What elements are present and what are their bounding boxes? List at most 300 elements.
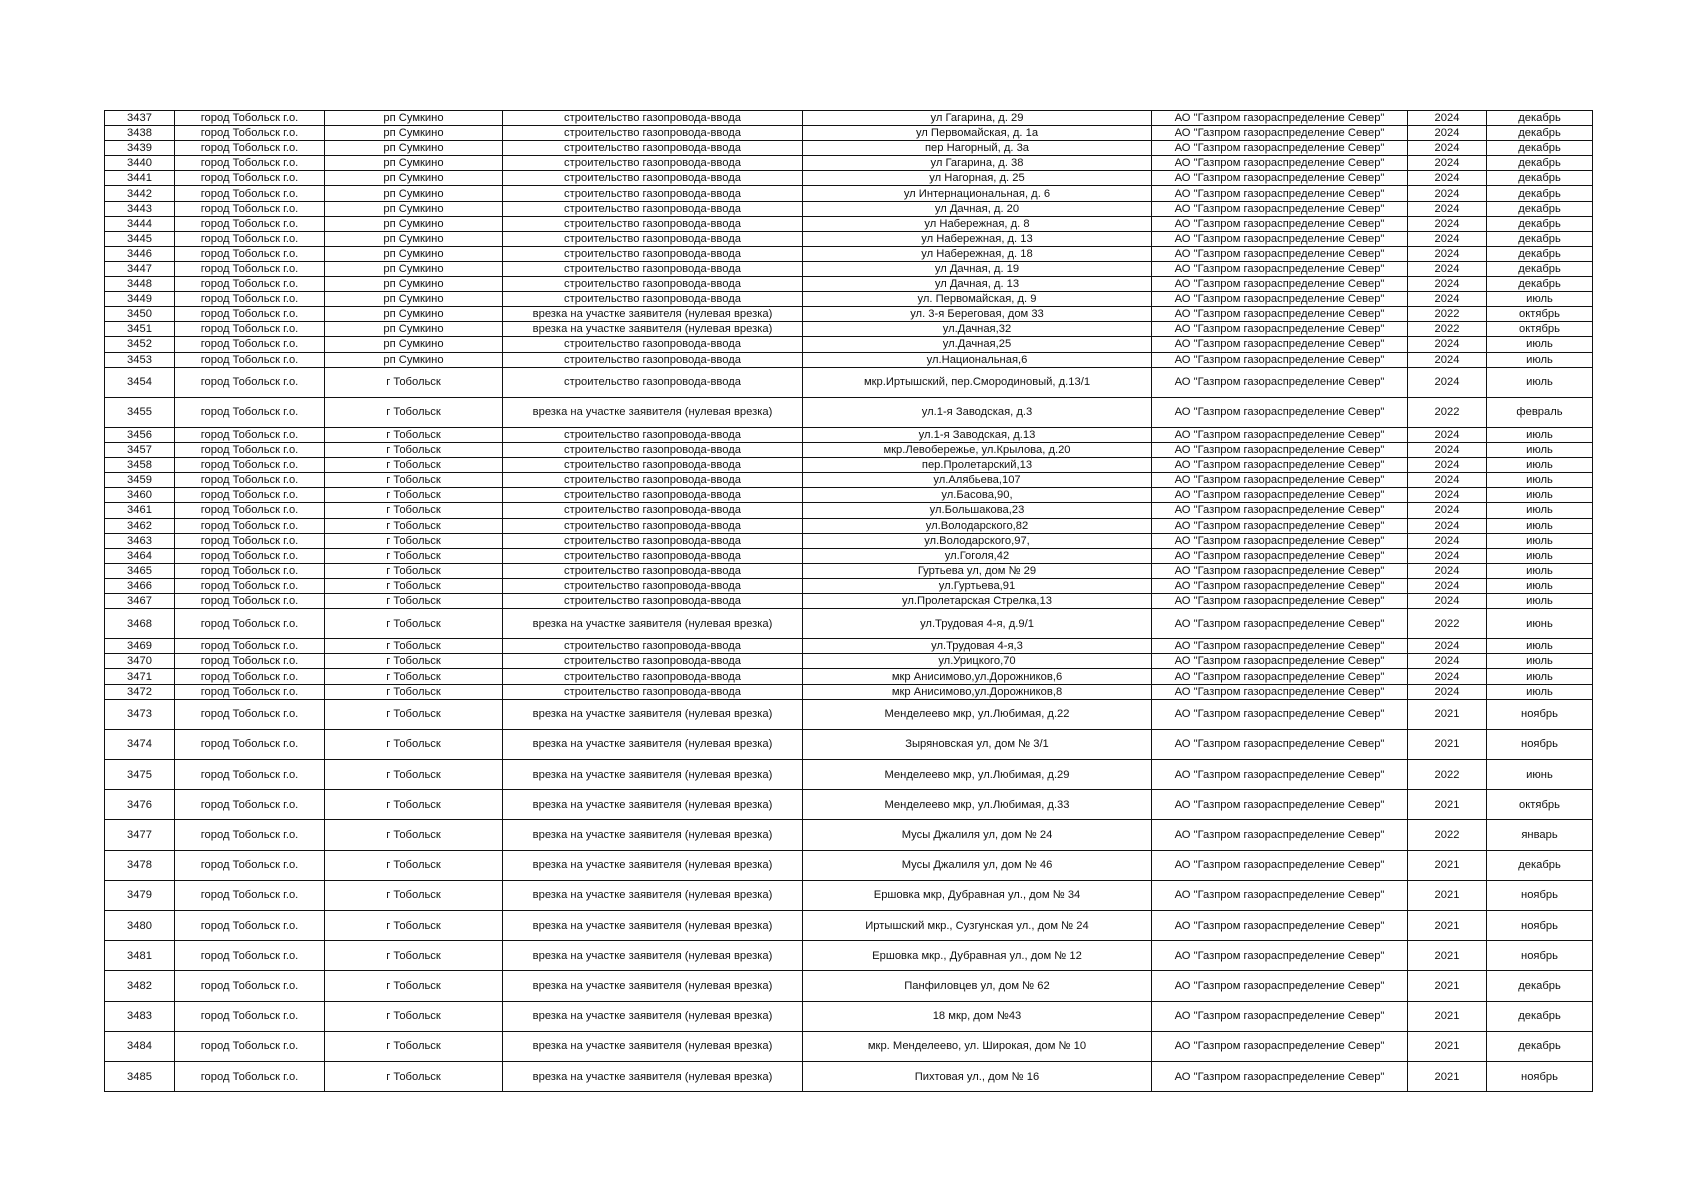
settlement-cell: рп Сумкино bbox=[325, 337, 503, 352]
address-cell: Мусы Джалиля ул, дом № 24 bbox=[803, 820, 1152, 850]
address-cell: мкр.Иртышский, пер.Смородиновый, д.13/1 bbox=[803, 367, 1152, 397]
month-cell: ноябрь bbox=[1487, 910, 1593, 940]
organization-cell: АО "Газпром газораспределение Север" bbox=[1152, 1031, 1408, 1061]
table-row bbox=[105, 880, 1593, 910]
month-cell: октябрь bbox=[1487, 790, 1593, 820]
organization-cell: АО "Газпром газораспределение Север" bbox=[1152, 669, 1408, 684]
address-cell: мкр Анисимово,ул.Дорожников,6 bbox=[803, 669, 1152, 684]
work-type-cell: строительство газопровода-ввода bbox=[503, 458, 803, 473]
year-cell: 2021 bbox=[1408, 910, 1487, 940]
month-cell: декабрь bbox=[1487, 111, 1593, 126]
table-row bbox=[105, 971, 1593, 1001]
row-number-cell: 3437 bbox=[105, 111, 175, 126]
district-cell: город Тобольск г.о. bbox=[175, 533, 325, 548]
district-cell: город Тобольск г.о. bbox=[175, 820, 325, 850]
district-cell: город Тобольск г.о. bbox=[175, 790, 325, 820]
month-cell: октябрь bbox=[1487, 322, 1593, 337]
table-row bbox=[105, 669, 1593, 684]
month-cell: июль bbox=[1487, 578, 1593, 593]
organization-cell: АО "Газпром газораспределение Север" bbox=[1152, 639, 1408, 654]
row-number-cell: 3452 bbox=[105, 337, 175, 352]
table-row bbox=[105, 790, 1593, 820]
work-type-cell: строительство газопровода-ввода bbox=[503, 684, 803, 699]
month-cell: июль bbox=[1487, 563, 1593, 578]
work-type-cell: врезка на участке заявителя (нулевая врезка) bbox=[503, 910, 803, 940]
month-cell: июнь bbox=[1487, 760, 1593, 790]
settlement-cell: рп Сумкино bbox=[325, 216, 503, 231]
address-cell: Пихтовая ул., дом № 16 bbox=[803, 1061, 1152, 1091]
table-row bbox=[105, 594, 1593, 609]
settlement-cell: г Тобольск bbox=[325, 503, 503, 518]
table-row bbox=[105, 699, 1593, 729]
work-type-cell: врезка на участке заявителя (нулевая врезка) bbox=[503, 397, 803, 427]
month-cell: июль bbox=[1487, 292, 1593, 307]
address-cell: ул.Гуртьева,91 bbox=[803, 578, 1152, 593]
settlement-cell: г Тобольск bbox=[325, 594, 503, 609]
work-type-cell: строительство газопровода-ввода bbox=[503, 246, 803, 261]
row-number-cell: 3450 bbox=[105, 307, 175, 322]
address-cell: ул.Дачная,25 bbox=[803, 337, 1152, 352]
settlement-cell: г Тобольск bbox=[325, 397, 503, 427]
address-cell: ул Гагарина, д. 29 bbox=[803, 111, 1152, 126]
month-cell: июль bbox=[1487, 654, 1593, 669]
month-cell: декабрь bbox=[1487, 216, 1593, 231]
month-cell: январь bbox=[1487, 820, 1593, 850]
organization-cell: АО "Газпром газораспределение Север" bbox=[1152, 277, 1408, 292]
settlement-cell: рп Сумкино bbox=[325, 352, 503, 367]
address-cell: 18 мкр, дом №43 bbox=[803, 1001, 1152, 1031]
year-cell: 2024 bbox=[1408, 261, 1487, 276]
year-cell: 2022 bbox=[1408, 760, 1487, 790]
work-type-cell: строительство газопровода-ввода bbox=[503, 654, 803, 669]
address-cell: ул.Володарского,82 bbox=[803, 518, 1152, 533]
year-cell: 2024 bbox=[1408, 594, 1487, 609]
district-cell: город Тобольск г.о. bbox=[175, 639, 325, 654]
work-type-cell: строительство газопровода-ввода bbox=[503, 141, 803, 156]
month-cell: июль bbox=[1487, 548, 1593, 563]
row-number-cell: 3476 bbox=[105, 790, 175, 820]
year-cell: 2024 bbox=[1408, 292, 1487, 307]
year-cell: 2021 bbox=[1408, 971, 1487, 1001]
year-cell: 2024 bbox=[1408, 201, 1487, 216]
table-body bbox=[105, 111, 1593, 1092]
settlement-cell: рп Сумкино bbox=[325, 292, 503, 307]
year-cell: 2021 bbox=[1408, 941, 1487, 971]
district-cell: город Тобольск г.о. bbox=[175, 594, 325, 609]
settlement-cell: г Тобольск bbox=[325, 563, 503, 578]
work-type-cell: врезка на участке заявителя (нулевая врезка) bbox=[503, 760, 803, 790]
row-number-cell: 3482 bbox=[105, 971, 175, 1001]
organization-cell: АО "Газпром газораспределение Север" bbox=[1152, 216, 1408, 231]
work-type-cell: строительство газопровода-ввода bbox=[503, 261, 803, 276]
settlement-cell: г Тобольск bbox=[325, 473, 503, 488]
row-number-cell: 3465 bbox=[105, 563, 175, 578]
month-cell: октябрь bbox=[1487, 307, 1593, 322]
work-type-cell: строительство газопровода-ввода bbox=[503, 171, 803, 186]
month-cell: июль bbox=[1487, 337, 1593, 352]
month-cell: декабрь bbox=[1487, 277, 1593, 292]
address-cell: ул Интернациональная, д. 6 bbox=[803, 186, 1152, 201]
month-cell: июль bbox=[1487, 639, 1593, 654]
row-number-cell: 3449 bbox=[105, 292, 175, 307]
month-cell: декабрь bbox=[1487, 186, 1593, 201]
district-cell: город Тобольск г.о. bbox=[175, 548, 325, 563]
address-cell: ул.Басова,90, bbox=[803, 488, 1152, 503]
address-cell: ул.Гоголя,42 bbox=[803, 548, 1152, 563]
address-cell: ул.Дачная,32 bbox=[803, 322, 1152, 337]
year-cell: 2024 bbox=[1408, 231, 1487, 246]
table-row bbox=[105, 639, 1593, 654]
table-row bbox=[105, 473, 1593, 488]
district-cell: город Тобольск г.о. bbox=[175, 427, 325, 442]
work-type-cell: строительство газопровода-ввода bbox=[503, 126, 803, 141]
district-cell: город Тобольск г.о. bbox=[175, 1061, 325, 1091]
district-cell: город Тобольск г.о. bbox=[175, 654, 325, 669]
district-cell: город Тобольск г.о. bbox=[175, 443, 325, 458]
row-number-cell: 3461 bbox=[105, 503, 175, 518]
district-cell: город Тобольск г.о. bbox=[175, 307, 325, 322]
address-cell: Мусы Джалиля ул, дом № 46 bbox=[803, 850, 1152, 880]
organization-cell: АО "Газпром газораспределение Север" bbox=[1152, 533, 1408, 548]
settlement-cell: г Тобольск bbox=[325, 443, 503, 458]
address-cell: ул.1-я Заводская, д.3 bbox=[803, 397, 1152, 427]
month-cell: июль bbox=[1487, 352, 1593, 367]
organization-cell: АО "Газпром газораспределение Север" bbox=[1152, 699, 1408, 729]
month-cell: декабрь bbox=[1487, 261, 1593, 276]
year-cell: 2024 bbox=[1408, 337, 1487, 352]
address-cell: ул.Большакова,23 bbox=[803, 503, 1152, 518]
table-row bbox=[105, 609, 1593, 639]
month-cell: июль bbox=[1487, 427, 1593, 442]
address-cell: ул.Володарского,97, bbox=[803, 533, 1152, 548]
table-row bbox=[105, 941, 1593, 971]
month-cell: декабрь bbox=[1487, 171, 1593, 186]
district-cell: город Тобольск г.о. bbox=[175, 367, 325, 397]
settlement-cell: г Тобольск bbox=[325, 880, 503, 910]
work-type-cell: строительство газопровода-ввода bbox=[503, 277, 803, 292]
address-cell: ул.Трудовая 4-я,3 bbox=[803, 639, 1152, 654]
organization-cell: АО "Газпром газораспределение Север" bbox=[1152, 518, 1408, 533]
organization-cell: АО "Газпром газораспределение Север" bbox=[1152, 503, 1408, 518]
table-row bbox=[105, 684, 1593, 699]
address-cell: ул. 3-я Береговая, дом 33 bbox=[803, 307, 1152, 322]
address-cell: ул Дачная, д. 19 bbox=[803, 261, 1152, 276]
month-cell: ноябрь bbox=[1487, 729, 1593, 759]
year-cell: 2021 bbox=[1408, 1061, 1487, 1091]
address-cell: Менделеево мкр, ул.Любимая, д.33 bbox=[803, 790, 1152, 820]
table-row bbox=[105, 322, 1593, 337]
table-row bbox=[105, 1061, 1593, 1091]
work-type-cell: врезка на участке заявителя (нулевая врезка) bbox=[503, 322, 803, 337]
organization-cell: АО "Газпром газораспределение Север" bbox=[1152, 578, 1408, 593]
row-number-cell: 3473 bbox=[105, 699, 175, 729]
district-cell: город Тобольск г.о. bbox=[175, 563, 325, 578]
year-cell: 2024 bbox=[1408, 443, 1487, 458]
organization-cell: АО "Газпром газораспределение Север" bbox=[1152, 594, 1408, 609]
row-number-cell: 3464 bbox=[105, 548, 175, 563]
address-cell: ул Дачная, д. 13 bbox=[803, 277, 1152, 292]
district-cell: город Тобольск г.о. bbox=[175, 941, 325, 971]
district-cell: город Тобольск г.о. bbox=[175, 141, 325, 156]
month-cell: июль bbox=[1487, 518, 1593, 533]
work-type-cell: строительство газопровода-ввода bbox=[503, 473, 803, 488]
district-cell: город Тобольск г.о. bbox=[175, 458, 325, 473]
settlement-cell: г Тобольск bbox=[325, 729, 503, 759]
table-row bbox=[105, 578, 1593, 593]
table-row bbox=[105, 307, 1593, 322]
organization-cell: АО "Газпром газораспределение Север" bbox=[1152, 186, 1408, 201]
organization-cell: АО "Газпром газораспределение Север" bbox=[1152, 654, 1408, 669]
address-cell: ул.Национальная,6 bbox=[803, 352, 1152, 367]
table-row bbox=[105, 563, 1593, 578]
organization-cell: АО "Газпром газораспределение Север" bbox=[1152, 126, 1408, 141]
row-number-cell: 3483 bbox=[105, 1001, 175, 1031]
work-type-cell: строительство газопровода-ввода bbox=[503, 563, 803, 578]
settlement-cell: г Тобольск bbox=[325, 639, 503, 654]
work-type-cell: врезка на участке заявителя (нулевая врезка) bbox=[503, 880, 803, 910]
organization-cell: АО "Газпром газораспределение Север" bbox=[1152, 397, 1408, 427]
row-number-cell: 3472 bbox=[105, 684, 175, 699]
year-cell: 2024 bbox=[1408, 111, 1487, 126]
organization-cell: АО "Газпром газораспределение Север" bbox=[1152, 609, 1408, 639]
address-cell: ул.Пролетарская Стрелка,13 bbox=[803, 594, 1152, 609]
work-type-cell: строительство газопровода-ввода bbox=[503, 231, 803, 246]
address-cell: мкр. Менделеево, ул. Широкая, дом № 10 bbox=[803, 1031, 1152, 1061]
year-cell: 2024 bbox=[1408, 458, 1487, 473]
district-cell: город Тобольск г.о. bbox=[175, 126, 325, 141]
district-cell: город Тобольск г.о. bbox=[175, 699, 325, 729]
district-cell: город Тобольск г.о. bbox=[175, 609, 325, 639]
district-cell: город Тобольск г.о. bbox=[175, 231, 325, 246]
address-cell: Ершовка мкр, Дубравная ул., дом № 34 bbox=[803, 880, 1152, 910]
settlement-cell: рп Сумкино bbox=[325, 141, 503, 156]
address-cell: Менделеево мкр, ул.Любимая, д.29 bbox=[803, 760, 1152, 790]
work-type-cell: врезка на участке заявителя (нулевая врезка) bbox=[503, 1031, 803, 1061]
table-row bbox=[105, 352, 1593, 367]
work-type-cell: строительство газопровода-ввода bbox=[503, 292, 803, 307]
district-cell: город Тобольск г.о. bbox=[175, 261, 325, 276]
month-cell: июль bbox=[1487, 533, 1593, 548]
year-cell: 2024 bbox=[1408, 654, 1487, 669]
table-row bbox=[105, 337, 1593, 352]
table-row bbox=[105, 654, 1593, 669]
address-cell: ул Набережная, д. 8 bbox=[803, 216, 1152, 231]
address-cell: ул.1-я Заводская, д.13 bbox=[803, 427, 1152, 442]
row-number-cell: 3455 bbox=[105, 397, 175, 427]
row-number-cell: 3469 bbox=[105, 639, 175, 654]
district-cell: город Тобольск г.о. bbox=[175, 337, 325, 352]
row-number-cell: 3460 bbox=[105, 488, 175, 503]
address-cell: пер.Пролетарский,13 bbox=[803, 458, 1152, 473]
work-type-cell: врезка на участке заявителя (нулевая врезка) bbox=[503, 729, 803, 759]
month-cell: июль bbox=[1487, 669, 1593, 684]
year-cell: 2022 bbox=[1408, 307, 1487, 322]
year-cell: 2022 bbox=[1408, 609, 1487, 639]
organization-cell: АО "Газпром газораспределение Север" bbox=[1152, 111, 1408, 126]
table-row bbox=[105, 820, 1593, 850]
address-cell: Гуртьева ул, дом № 29 bbox=[803, 563, 1152, 578]
district-cell: город Тобольск г.о. bbox=[175, 910, 325, 940]
year-cell: 2024 bbox=[1408, 578, 1487, 593]
row-number-cell: 3440 bbox=[105, 156, 175, 171]
address-cell: мкр Анисимово,ул.Дорожников,8 bbox=[803, 684, 1152, 699]
table-row bbox=[105, 443, 1593, 458]
organization-cell: АО "Газпром газораспределение Север" bbox=[1152, 231, 1408, 246]
table-row bbox=[105, 216, 1593, 231]
row-number-cell: 3484 bbox=[105, 1031, 175, 1061]
work-type-cell: строительство газопровода-ввода bbox=[503, 186, 803, 201]
work-type-cell: строительство газопровода-ввода bbox=[503, 518, 803, 533]
district-cell: город Тобольск г.о. bbox=[175, 684, 325, 699]
organization-cell: АО "Газпром газораспределение Север" bbox=[1152, 307, 1408, 322]
table-row bbox=[105, 156, 1593, 171]
address-cell: Зыряновская ул, дом № 3/1 bbox=[803, 729, 1152, 759]
table-row bbox=[105, 850, 1593, 880]
district-cell: город Тобольск г.о. bbox=[175, 473, 325, 488]
work-type-cell: врезка на участке заявителя (нулевая врезка) bbox=[503, 699, 803, 729]
year-cell: 2021 bbox=[1408, 729, 1487, 759]
settlement-cell: г Тобольск bbox=[325, 941, 503, 971]
work-type-cell: врезка на участке заявителя (нулевая врезка) bbox=[503, 1001, 803, 1031]
organization-cell: АО "Газпром газораспределение Север" bbox=[1152, 427, 1408, 442]
year-cell: 2022 bbox=[1408, 322, 1487, 337]
year-cell: 2021 bbox=[1408, 1031, 1487, 1061]
settlement-cell: г Тобольск bbox=[325, 820, 503, 850]
work-type-cell: врезка на участке заявителя (нулевая врезка) bbox=[503, 820, 803, 850]
organization-cell: АО "Газпром газораспределение Север" bbox=[1152, 820, 1408, 850]
work-type-cell: врезка на участке заявителя (нулевая врезка) bbox=[503, 850, 803, 880]
organization-cell: АО "Газпром газораспределение Север" bbox=[1152, 322, 1408, 337]
row-number-cell: 3451 bbox=[105, 322, 175, 337]
organization-cell: АО "Газпром газораспределение Север" bbox=[1152, 971, 1408, 1001]
settlement-cell: г Тобольск bbox=[325, 367, 503, 397]
district-cell: город Тобольск г.о. bbox=[175, 488, 325, 503]
work-type-cell: строительство газопровода-ввода bbox=[503, 201, 803, 216]
month-cell: декабрь bbox=[1487, 1031, 1593, 1061]
organization-cell: АО "Газпром газораспределение Север" bbox=[1152, 458, 1408, 473]
settlement-cell: рп Сумкино bbox=[325, 171, 503, 186]
address-cell: ул Первомайская, д. 1а bbox=[803, 126, 1152, 141]
settlement-cell: рп Сумкино bbox=[325, 201, 503, 216]
district-cell: город Тобольск г.о. bbox=[175, 880, 325, 910]
settlement-cell: г Тобольск bbox=[325, 578, 503, 593]
district-cell: город Тобольск г.о. bbox=[175, 186, 325, 201]
district-cell: город Тобольск г.о. bbox=[175, 352, 325, 367]
year-cell: 2021 bbox=[1408, 850, 1487, 880]
year-cell: 2021 bbox=[1408, 699, 1487, 729]
district-cell: город Тобольск г.о. bbox=[175, 503, 325, 518]
work-type-cell: строительство газопровода-ввода bbox=[503, 533, 803, 548]
address-cell: Менделеево мкр, ул.Любимая, д.22 bbox=[803, 699, 1152, 729]
row-number-cell: 3447 bbox=[105, 261, 175, 276]
settlement-cell: рп Сумкино bbox=[325, 126, 503, 141]
address-cell: ул Гагарина, д. 38 bbox=[803, 156, 1152, 171]
settlement-cell: г Тобольск bbox=[325, 654, 503, 669]
table-row bbox=[105, 760, 1593, 790]
month-cell: февраль bbox=[1487, 397, 1593, 427]
month-cell: декабрь bbox=[1487, 246, 1593, 261]
settlement-cell: г Тобольск bbox=[325, 1001, 503, 1031]
organization-cell: АО "Газпром газораспределение Север" bbox=[1152, 1001, 1408, 1031]
table-row bbox=[105, 292, 1593, 307]
district-cell: город Тобольск г.о. bbox=[175, 216, 325, 231]
work-type-cell: строительство газопровода-ввода bbox=[503, 352, 803, 367]
year-cell: 2024 bbox=[1408, 639, 1487, 654]
table-row bbox=[105, 141, 1593, 156]
row-number-cell: 3458 bbox=[105, 458, 175, 473]
table-row bbox=[105, 277, 1593, 292]
settlement-cell: г Тобольск bbox=[325, 971, 503, 1001]
work-type-cell: строительство газопровода-ввода bbox=[503, 427, 803, 442]
settlement-cell: г Тобольск bbox=[325, 427, 503, 442]
table-row bbox=[105, 503, 1593, 518]
address-cell: мкр.Левобережье, ул.Крылова, д.20 bbox=[803, 443, 1152, 458]
district-cell: город Тобольск г.о. bbox=[175, 277, 325, 292]
settlement-cell: г Тобольск bbox=[325, 518, 503, 533]
year-cell: 2024 bbox=[1408, 473, 1487, 488]
year-cell: 2024 bbox=[1408, 518, 1487, 533]
table-row bbox=[105, 397, 1593, 427]
settlement-cell: г Тобольск bbox=[325, 910, 503, 940]
row-number-cell: 3480 bbox=[105, 910, 175, 940]
month-cell: июнь bbox=[1487, 609, 1593, 639]
year-cell: 2024 bbox=[1408, 277, 1487, 292]
month-cell: ноябрь bbox=[1487, 699, 1593, 729]
year-cell: 2024 bbox=[1408, 352, 1487, 367]
row-number-cell: 3479 bbox=[105, 880, 175, 910]
organization-cell: АО "Газпром газораспределение Север" bbox=[1152, 548, 1408, 563]
organization-cell: АО "Газпром газораспределение Север" bbox=[1152, 352, 1408, 367]
organization-cell: АО "Газпром газораспределение Север" bbox=[1152, 292, 1408, 307]
settlement-cell: г Тобольск bbox=[325, 609, 503, 639]
month-cell: декабрь bbox=[1487, 201, 1593, 216]
work-type-cell: врезка на участке заявителя (нулевая врезка) bbox=[503, 1061, 803, 1091]
address-cell: ул Набережная, д. 18 bbox=[803, 246, 1152, 261]
table-row bbox=[105, 111, 1593, 126]
table-row bbox=[105, 533, 1593, 548]
month-cell: июль bbox=[1487, 473, 1593, 488]
district-cell: город Тобольск г.о. bbox=[175, 971, 325, 1001]
organization-cell: АО "Газпром газораспределение Север" bbox=[1152, 488, 1408, 503]
table-row bbox=[105, 1031, 1593, 1061]
year-cell: 2022 bbox=[1408, 397, 1487, 427]
work-type-cell: врезка на участке заявителя (нулевая врезка) bbox=[503, 790, 803, 820]
settlement-cell: г Тобольск bbox=[325, 790, 503, 820]
row-number-cell: 3444 bbox=[105, 216, 175, 231]
year-cell: 2024 bbox=[1408, 427, 1487, 442]
settlement-cell: г Тобольск bbox=[325, 760, 503, 790]
work-type-cell: строительство газопровода-ввода bbox=[503, 216, 803, 231]
row-number-cell: 3462 bbox=[105, 518, 175, 533]
row-number-cell: 3448 bbox=[105, 277, 175, 292]
gasification-table bbox=[104, 110, 1593, 1092]
year-cell: 2024 bbox=[1408, 669, 1487, 684]
work-type-cell: строительство газопровода-ввода bbox=[503, 548, 803, 563]
row-number-cell: 3453 bbox=[105, 352, 175, 367]
year-cell: 2024 bbox=[1408, 367, 1487, 397]
month-cell: июль bbox=[1487, 488, 1593, 503]
district-cell: город Тобольск г.о. bbox=[175, 292, 325, 307]
table-row bbox=[105, 186, 1593, 201]
organization-cell: АО "Газпром газораспределение Север" bbox=[1152, 684, 1408, 699]
address-cell: ул Дачная, д. 20 bbox=[803, 201, 1152, 216]
row-number-cell: 3478 bbox=[105, 850, 175, 880]
organization-cell: АО "Газпром газораспределение Север" bbox=[1152, 156, 1408, 171]
organization-cell: АО "Газпром газораспределение Север" bbox=[1152, 201, 1408, 216]
table-row bbox=[105, 261, 1593, 276]
table-row bbox=[105, 548, 1593, 563]
settlement-cell: рп Сумкино bbox=[325, 231, 503, 246]
